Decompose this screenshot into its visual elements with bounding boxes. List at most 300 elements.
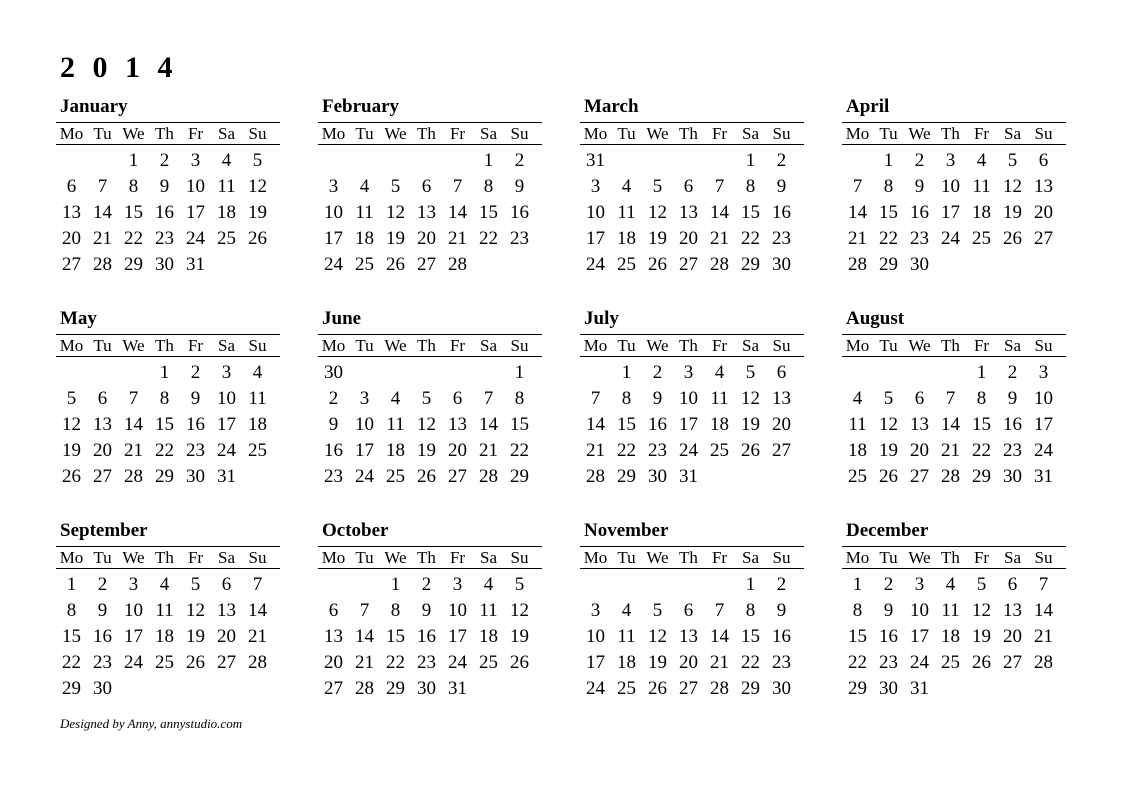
day-cell: 31 bbox=[910, 678, 929, 699]
month-name: February bbox=[322, 96, 400, 117]
day-cell: 26 bbox=[417, 466, 436, 487]
day-cell: 15 bbox=[617, 414, 636, 435]
day-cell: 8 bbox=[621, 388, 632, 409]
day-cell: 21 bbox=[448, 228, 467, 249]
day-cell: 6 bbox=[683, 176, 694, 197]
day-cell: 9 bbox=[328, 414, 339, 435]
day-cell: 24 bbox=[324, 254, 343, 275]
day-cell: 26 bbox=[510, 652, 529, 673]
month-february bbox=[318, 92, 542, 304]
day-cell: 30 bbox=[186, 466, 205, 487]
day-grid bbox=[842, 148, 1066, 278]
weekday-label: We bbox=[908, 124, 931, 143]
month-april bbox=[842, 92, 1066, 304]
day-cell: 30 bbox=[93, 678, 112, 699]
day-cell: 31 bbox=[448, 678, 467, 699]
day-cell: 27 bbox=[679, 254, 698, 275]
day-cell: 7 bbox=[1038, 574, 1049, 595]
day-cell: 24 bbox=[355, 466, 374, 487]
day-cell: 5 bbox=[252, 150, 263, 171]
day-cell: 23 bbox=[155, 228, 174, 249]
day-cell: 29 bbox=[741, 254, 760, 275]
weekday-label: We bbox=[646, 548, 669, 567]
day-cell: 11 bbox=[217, 176, 236, 197]
weekday-label: We bbox=[384, 336, 407, 355]
day-cell: 18 bbox=[248, 414, 267, 435]
day-cell: 7 bbox=[590, 388, 601, 409]
day-cell: 23 bbox=[910, 228, 929, 249]
day-cell: 8 bbox=[852, 600, 863, 621]
day-cell: 1 bbox=[883, 150, 894, 171]
day-cell: 15 bbox=[848, 626, 867, 647]
day-cell: 6 bbox=[328, 600, 339, 621]
day-cell: 18 bbox=[355, 228, 374, 249]
day-cell: 18 bbox=[479, 626, 498, 647]
day-cell: 12 bbox=[741, 388, 760, 409]
day-cell: 20 bbox=[324, 652, 343, 673]
month-january bbox=[56, 92, 280, 304]
day-cell: 10 bbox=[448, 600, 467, 621]
day-cell: 13 bbox=[772, 388, 791, 409]
weekday-label: Su bbox=[1034, 124, 1053, 143]
month-name: July bbox=[584, 308, 619, 329]
day-cell: 3 bbox=[221, 362, 232, 383]
day-cell: 18 bbox=[617, 228, 636, 249]
weekday-label: Th bbox=[941, 548, 960, 567]
weekday-header bbox=[842, 546, 1066, 569]
day-cell: 29 bbox=[386, 678, 405, 699]
day-cell: 31 bbox=[586, 150, 605, 171]
day-cell: 13 bbox=[62, 202, 81, 223]
day-cell: 4 bbox=[621, 176, 632, 197]
day-cell: 10 bbox=[586, 202, 605, 223]
day-cell: 7 bbox=[452, 176, 463, 197]
day-cell: 10 bbox=[124, 600, 143, 621]
day-cell: 20 bbox=[1003, 626, 1022, 647]
day-cell: 10 bbox=[217, 388, 236, 409]
day-cell: 23 bbox=[93, 652, 112, 673]
day-cell: 8 bbox=[745, 176, 756, 197]
day-cell: 9 bbox=[514, 176, 525, 197]
day-cell-empty bbox=[904, 360, 935, 386]
weekday-label: Tu bbox=[355, 336, 374, 355]
day-cell: 1 bbox=[621, 362, 632, 383]
day-cell: 10 bbox=[355, 414, 374, 435]
day-cell: 24 bbox=[186, 228, 205, 249]
day-cell: 4 bbox=[159, 574, 170, 595]
day-cell: 22 bbox=[972, 440, 991, 461]
day-cell: 17 bbox=[586, 652, 605, 673]
weekday-label: Mo bbox=[321, 336, 346, 355]
day-cell: 19 bbox=[417, 440, 436, 461]
day-cell-empty bbox=[842, 148, 873, 174]
day-cell: 27 bbox=[62, 254, 81, 275]
day-cell: 21 bbox=[93, 228, 112, 249]
day-cell: 11 bbox=[617, 626, 636, 647]
day-cell: 23 bbox=[772, 652, 791, 673]
day-cell: 26 bbox=[386, 254, 405, 275]
day-cell: 25 bbox=[941, 652, 960, 673]
day-cell: 5 bbox=[652, 600, 663, 621]
day-cell: 26 bbox=[648, 678, 667, 699]
day-cell: 24 bbox=[679, 440, 698, 461]
weekday-label: Mo bbox=[321, 124, 346, 143]
day-cell: 11 bbox=[972, 176, 991, 197]
day-cell: 6 bbox=[1038, 150, 1049, 171]
weekday-label: Fr bbox=[187, 336, 204, 355]
day-cell: 10 bbox=[586, 626, 605, 647]
day-cell: 14 bbox=[93, 202, 112, 223]
day-cell: 15 bbox=[155, 414, 174, 435]
month-name: May bbox=[60, 308, 97, 329]
month-november bbox=[580, 516, 804, 728]
day-cell: 21 bbox=[586, 440, 605, 461]
weekday-label: Th bbox=[155, 124, 174, 143]
day-cell: 27 bbox=[1034, 228, 1053, 249]
day-cell-empty bbox=[87, 360, 118, 386]
day-cell: 18 bbox=[848, 440, 867, 461]
weekday-header bbox=[318, 122, 542, 145]
day-cell: 10 bbox=[186, 176, 205, 197]
day-cell: 15 bbox=[741, 202, 760, 223]
day-cell: 13 bbox=[93, 414, 112, 435]
day-cell: 15 bbox=[510, 414, 529, 435]
day-cell: 15 bbox=[62, 626, 81, 647]
day-cell: 10 bbox=[1034, 388, 1053, 409]
day-cell: 11 bbox=[941, 600, 960, 621]
day-cell: 3 bbox=[590, 600, 601, 621]
month-name: June bbox=[322, 308, 362, 329]
day-cell: 24 bbox=[1034, 440, 1053, 461]
day-cell: 11 bbox=[479, 600, 498, 621]
day-cell: 17 bbox=[910, 626, 929, 647]
day-cell-empty bbox=[442, 360, 473, 386]
day-cell: 25 bbox=[155, 652, 174, 673]
day-cell: 22 bbox=[741, 652, 760, 673]
day-cell: 5 bbox=[421, 388, 432, 409]
day-cell: 29 bbox=[155, 466, 174, 487]
day-cell: 18 bbox=[941, 626, 960, 647]
day-cell: 30 bbox=[324, 362, 343, 383]
day-cell: 24 bbox=[448, 652, 467, 673]
day-cell: 30 bbox=[417, 678, 436, 699]
weekday-label: Sa bbox=[1004, 548, 1021, 567]
day-grid bbox=[580, 148, 804, 278]
day-cell: 1 bbox=[128, 150, 139, 171]
weekday-header bbox=[56, 546, 280, 569]
day-cell: 7 bbox=[97, 176, 108, 197]
day-cell: 17 bbox=[941, 202, 960, 223]
day-cell: 3 bbox=[190, 150, 201, 171]
day-cell: 13 bbox=[324, 626, 343, 647]
day-cell: 28 bbox=[848, 254, 867, 275]
day-cell: 5 bbox=[514, 574, 525, 595]
day-cell-empty bbox=[318, 572, 349, 598]
weekday-label: Tu bbox=[617, 336, 636, 355]
day-cell: 21 bbox=[124, 440, 143, 461]
day-cell: 2 bbox=[190, 362, 201, 383]
weekday-label: Th bbox=[679, 548, 698, 567]
weekday-label: Th bbox=[679, 124, 698, 143]
weekday-label: We bbox=[122, 124, 145, 143]
day-cell: 13 bbox=[217, 600, 236, 621]
day-cell: 3 bbox=[914, 574, 925, 595]
day-cell: 6 bbox=[66, 176, 77, 197]
day-cell: 18 bbox=[155, 626, 174, 647]
day-grid bbox=[56, 572, 280, 702]
day-cell: 17 bbox=[448, 626, 467, 647]
day-cell: 13 bbox=[1034, 176, 1053, 197]
day-cell: 3 bbox=[1038, 362, 1049, 383]
day-cell: 4 bbox=[714, 362, 725, 383]
day-cell: 5 bbox=[390, 176, 401, 197]
month-name: October bbox=[322, 520, 389, 541]
day-cell: 25 bbox=[355, 254, 374, 275]
day-cell: 21 bbox=[710, 652, 729, 673]
day-cell-empty bbox=[642, 572, 673, 598]
day-cell: 22 bbox=[62, 652, 81, 673]
day-cell: 23 bbox=[879, 652, 898, 673]
weekday-label: Th bbox=[417, 336, 436, 355]
day-cell: 2 bbox=[776, 574, 787, 595]
day-cell: 12 bbox=[62, 414, 81, 435]
day-cell: 19 bbox=[248, 202, 267, 223]
day-cell: 27 bbox=[324, 678, 343, 699]
day-cell-empty bbox=[87, 148, 118, 174]
day-grid bbox=[580, 360, 804, 490]
day-cell: 19 bbox=[648, 652, 667, 673]
day-cell: 15 bbox=[879, 202, 898, 223]
day-cell: 21 bbox=[710, 228, 729, 249]
day-cell: 9 bbox=[190, 388, 201, 409]
weekday-label: Tu bbox=[355, 124, 374, 143]
day-cell: 4 bbox=[852, 388, 863, 409]
weekday-header bbox=[318, 546, 542, 569]
day-cell: 8 bbox=[976, 388, 987, 409]
month-august bbox=[842, 304, 1066, 516]
day-cell: 1 bbox=[390, 574, 401, 595]
day-cell: 24 bbox=[586, 254, 605, 275]
day-cell-empty bbox=[580, 360, 611, 386]
day-cell: 3 bbox=[328, 176, 339, 197]
day-cell: 6 bbox=[452, 388, 463, 409]
day-cell: 30 bbox=[879, 678, 898, 699]
weekday-label: Su bbox=[510, 336, 529, 355]
day-cell: 5 bbox=[745, 362, 756, 383]
day-cell: 3 bbox=[359, 388, 370, 409]
day-grid bbox=[580, 572, 804, 702]
day-cell: 20 bbox=[448, 440, 467, 461]
day-cell: 23 bbox=[186, 440, 205, 461]
day-cell-empty bbox=[380, 148, 411, 174]
weekday-label: Su bbox=[772, 336, 791, 355]
day-cell: 10 bbox=[679, 388, 698, 409]
day-cell: 29 bbox=[972, 466, 991, 487]
day-cell-empty bbox=[673, 572, 704, 598]
day-grid bbox=[56, 148, 280, 278]
day-cell: 14 bbox=[710, 626, 729, 647]
day-cell: 26 bbox=[248, 228, 267, 249]
day-cell: 3 bbox=[945, 150, 956, 171]
day-cell-empty bbox=[118, 360, 149, 386]
day-cell-empty bbox=[318, 148, 349, 174]
day-cell: 20 bbox=[772, 414, 791, 435]
day-cell: 11 bbox=[617, 202, 636, 223]
weekday-label: Fr bbox=[449, 124, 466, 143]
day-cell: 9 bbox=[914, 176, 925, 197]
weekday-label: Tu bbox=[879, 124, 898, 143]
day-cell: 23 bbox=[1003, 440, 1022, 461]
day-cell: 4 bbox=[483, 574, 494, 595]
day-cell-empty bbox=[473, 360, 504, 386]
weekday-label: Mo bbox=[845, 548, 870, 567]
day-cell: 9 bbox=[652, 388, 663, 409]
day-cell: 7 bbox=[128, 388, 139, 409]
day-cell: 16 bbox=[155, 202, 174, 223]
day-cell: 27 bbox=[448, 466, 467, 487]
day-cell: 12 bbox=[186, 600, 205, 621]
weekday-label: Su bbox=[248, 548, 267, 567]
month-name: September bbox=[60, 520, 148, 541]
weekday-label: We bbox=[908, 336, 931, 355]
weekday-label: Mo bbox=[59, 548, 84, 567]
day-cell-empty bbox=[873, 360, 904, 386]
day-grid bbox=[318, 148, 542, 278]
weekday-label: Su bbox=[248, 336, 267, 355]
weekday-label: Sa bbox=[480, 124, 497, 143]
day-cell: 28 bbox=[710, 678, 729, 699]
day-cell: 16 bbox=[879, 626, 898, 647]
day-cell-empty bbox=[349, 360, 380, 386]
day-cell: 26 bbox=[1003, 228, 1022, 249]
day-cell-empty bbox=[580, 572, 611, 598]
day-cell: 19 bbox=[879, 440, 898, 461]
day-grid bbox=[842, 360, 1066, 490]
weekday-label: Tu bbox=[617, 124, 636, 143]
day-cell-empty bbox=[611, 572, 642, 598]
day-cell: 19 bbox=[972, 626, 991, 647]
day-cell: 30 bbox=[772, 254, 791, 275]
day-cell: 22 bbox=[155, 440, 174, 461]
day-cell: 16 bbox=[648, 414, 667, 435]
day-cell: 18 bbox=[710, 414, 729, 435]
day-cell: 14 bbox=[479, 414, 498, 435]
weekday-label: Sa bbox=[480, 336, 497, 355]
day-cell: 25 bbox=[217, 228, 236, 249]
weekday-label: Sa bbox=[1004, 336, 1021, 355]
day-cell: 26 bbox=[972, 652, 991, 673]
weekday-header bbox=[842, 334, 1066, 357]
day-cell: 28 bbox=[710, 254, 729, 275]
day-cell: 28 bbox=[124, 466, 143, 487]
day-cell: 3 bbox=[452, 574, 463, 595]
day-cell: 5 bbox=[652, 176, 663, 197]
day-cell: 27 bbox=[417, 254, 436, 275]
day-cell-empty bbox=[611, 148, 642, 174]
day-cell: 3 bbox=[590, 176, 601, 197]
day-cell: 1 bbox=[66, 574, 77, 595]
weekday-label: We bbox=[646, 124, 669, 143]
day-cell: 28 bbox=[248, 652, 267, 673]
month-name: December bbox=[846, 520, 929, 541]
day-cell: 29 bbox=[124, 254, 143, 275]
month-october bbox=[318, 516, 542, 728]
day-cell: 22 bbox=[510, 440, 529, 461]
day-cell: 1 bbox=[745, 574, 756, 595]
day-cell: 28 bbox=[448, 254, 467, 275]
weekday-label: Mo bbox=[583, 336, 608, 355]
day-cell: 16 bbox=[1003, 414, 1022, 435]
day-cell: 29 bbox=[879, 254, 898, 275]
day-cell-empty bbox=[411, 148, 442, 174]
weekday-label: Fr bbox=[711, 336, 728, 355]
day-cell: 30 bbox=[648, 466, 667, 487]
day-cell: 30 bbox=[772, 678, 791, 699]
weekday-label: Fr bbox=[973, 336, 990, 355]
day-cell: 27 bbox=[93, 466, 112, 487]
day-grid bbox=[842, 572, 1066, 702]
month-september bbox=[56, 516, 280, 728]
day-cell: 2 bbox=[97, 574, 108, 595]
day-cell: 30 bbox=[910, 254, 929, 275]
day-cell: 14 bbox=[248, 600, 267, 621]
day-cell: 9 bbox=[1007, 388, 1018, 409]
day-cell: 22 bbox=[617, 440, 636, 461]
day-cell: 17 bbox=[186, 202, 205, 223]
weekday-label: Mo bbox=[59, 124, 84, 143]
day-cell: 23 bbox=[510, 228, 529, 249]
day-cell: 31 bbox=[217, 466, 236, 487]
day-cell: 4 bbox=[945, 574, 956, 595]
day-cell: 12 bbox=[648, 626, 667, 647]
weekday-label: We bbox=[122, 548, 145, 567]
day-cell: 17 bbox=[324, 228, 343, 249]
day-cell: 14 bbox=[586, 414, 605, 435]
weekday-label: We bbox=[384, 124, 407, 143]
day-cell: 27 bbox=[772, 440, 791, 461]
day-cell-empty bbox=[349, 148, 380, 174]
day-cell: 30 bbox=[1003, 466, 1022, 487]
day-cell: 2 bbox=[883, 574, 894, 595]
day-cell: 10 bbox=[324, 202, 343, 223]
day-cell-empty bbox=[411, 360, 442, 386]
month-march bbox=[580, 92, 804, 304]
day-cell: 22 bbox=[386, 652, 405, 673]
day-cell: 23 bbox=[648, 440, 667, 461]
day-cell: 2 bbox=[514, 150, 525, 171]
day-cell: 1 bbox=[745, 150, 756, 171]
day-cell: 22 bbox=[479, 228, 498, 249]
weekday-label: Th bbox=[155, 548, 174, 567]
day-cell: 25 bbox=[386, 466, 405, 487]
weekday-label: Sa bbox=[218, 124, 235, 143]
day-cell: 24 bbox=[910, 652, 929, 673]
day-cell: 16 bbox=[910, 202, 929, 223]
day-cell: 4 bbox=[221, 150, 232, 171]
day-cell: 3 bbox=[128, 574, 139, 595]
day-cell: 29 bbox=[617, 466, 636, 487]
day-cell: 3 bbox=[683, 362, 694, 383]
day-cell: 27 bbox=[217, 652, 236, 673]
day-cell: 11 bbox=[155, 600, 174, 621]
day-cell: 21 bbox=[355, 652, 374, 673]
weekday-header bbox=[56, 122, 280, 145]
day-cell: 12 bbox=[972, 600, 991, 621]
month-name: March bbox=[584, 96, 639, 117]
weekday-label: Mo bbox=[845, 336, 870, 355]
day-cell: 5 bbox=[976, 574, 987, 595]
month-june bbox=[318, 304, 542, 516]
